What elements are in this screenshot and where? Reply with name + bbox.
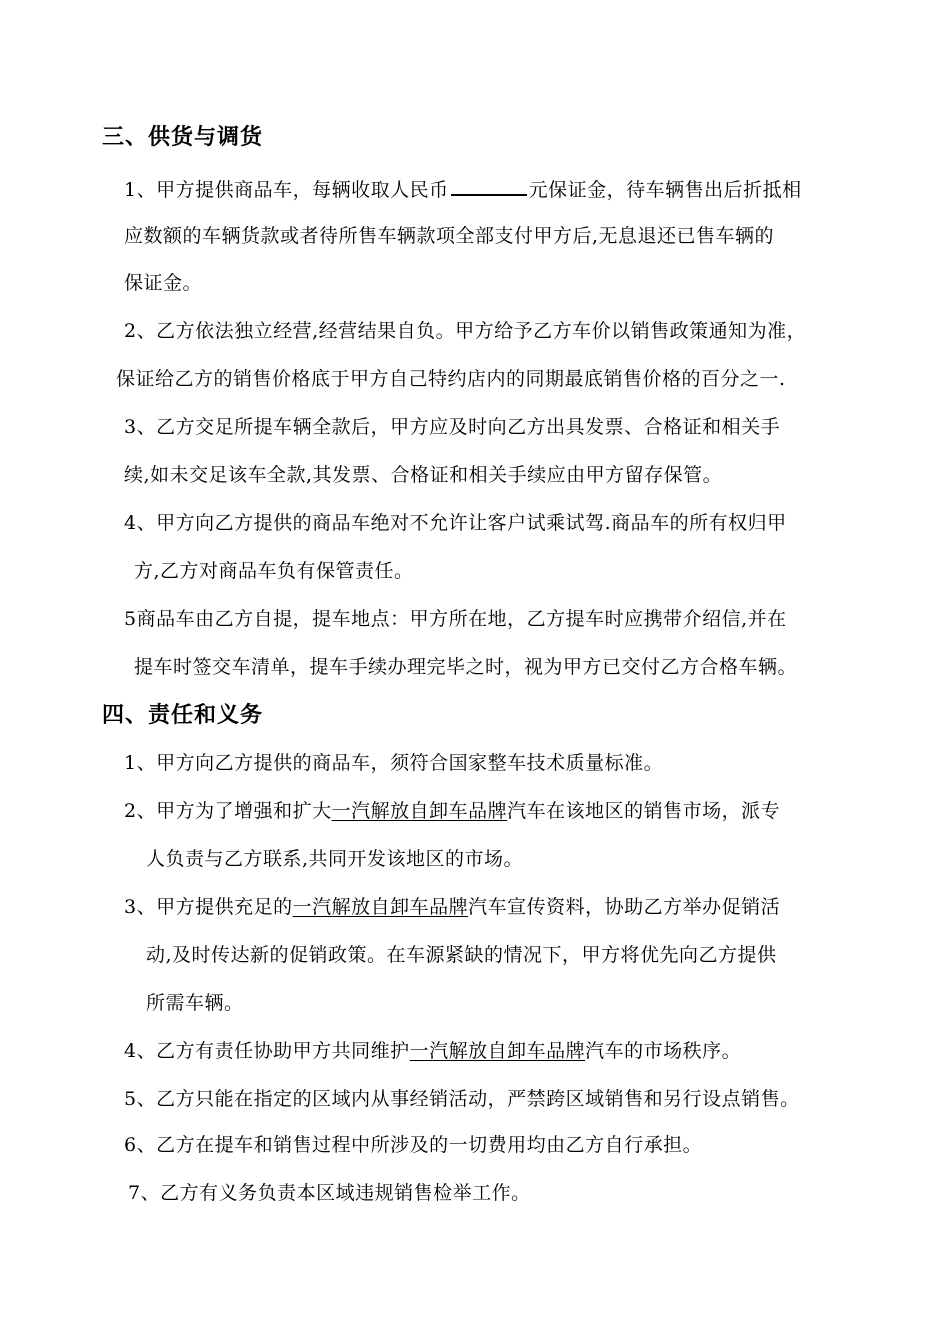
clause-4-4 (124, 1036, 741, 1063)
clause-3-4-line-2: 方,乙方对商品车负有保管责任。 (134, 560, 414, 582)
clause-4-2-line-1 (124, 796, 780, 823)
clause-3-2-line-1: 2、乙方依法独立经营,经营结果自负。甲方给予乙方车价以销售政策通知为准， (124, 320, 807, 342)
clause-3-1-line-3: 保证金。 (124, 272, 203, 294)
clause-3-1-line-2: 应数额的车辆货款或者待所售车辆款项全部支付甲方后,无息退还已售车辆的 (124, 225, 775, 247)
clause-4-5: 5、乙方只能在指定的区域内从事经销活动，严禁跨区域销售和另行设点销售。 (124, 1088, 800, 1110)
clause-text: 汽车的市场秩序。 (585, 1040, 742, 1062)
brand-name: 一汽解放自卸车品牌 (409, 1040, 586, 1062)
clause-text: 元保证金，待车辆售出后折抵相 (528, 179, 802, 201)
clause-4-3-line-3: 所需车辆。 (146, 992, 244, 1014)
clause-text: 汽车宣传资料，协助乙方举办促销活 (468, 896, 781, 918)
clause-text: 3、甲方提供充足的 (124, 896, 293, 918)
section-heading-supply: 三、供货与调货 (102, 125, 264, 150)
clause-4-7: 7、乙方有义务负责本区域违规销售检举工作。 (128, 1182, 531, 1204)
clause-3-4-line-1: 4、甲方向乙方提供的商品车绝对不允许让客户试乘试驾.商品车的所有权归甲 (124, 512, 787, 534)
clause-4-3-line-1 (124, 892, 780, 919)
clause-text: 汽车在该地区的销售市场，派专 (507, 800, 781, 822)
brand-name: 一汽解放自卸车品牌 (331, 800, 508, 822)
clause-3-3-line-1: 3、乙方交足所提车辆全款后，甲方应及时向乙方出具发票、合格证和相关手 (124, 416, 781, 438)
clause-3-3-line-2: 续,如未交足该车全款,其发票、合格证和相关手续应由甲方留存保管。 (124, 464, 723, 486)
clause-3-1-line-1 (124, 175, 802, 202)
clause-text: 4、乙方有责任协助甲方共同维护 (124, 1040, 410, 1062)
clause-3-5-line-1: 5商品车由乙方自提，提车地点：甲方所在地，乙方提车时应携带介绍信,并在 (124, 608, 787, 630)
clause-3-2-line-2: 保证给乙方的销售价格底于甲方自己特约店内的同期最底销售价格的百分之一. (116, 368, 786, 390)
clause-4-3-line-2: 动,及时传达新的促销政策。在车源紧缺的情况下，甲方将优先向乙方提供 (146, 944, 777, 966)
clause-3-5-line-2: 提车时签交车清单，提车手续办理完毕之时，视为甲方已交付乙方合格车辆。 (134, 656, 798, 678)
clause-4-1: 1、甲方向乙方提供的商品车，须符合国家整车技术质量标准。 (124, 752, 664, 774)
clause-4-6: 6、乙方在提车和销售过程中所涉及的一切费用均由乙方自行承担。 (124, 1134, 703, 1156)
brand-name: 一汽解放自卸车品牌 (292, 896, 469, 918)
clause-text: 2、甲方为了增强和扩大 (124, 800, 332, 822)
clause-text: 1、甲方提供商品车，每辆收取人民币 (124, 179, 449, 201)
section-heading-responsibilities: 四、责任和义务 (102, 703, 264, 728)
clause-4-2-line-2: 人负责与乙方联系,共同开发该地区的市场。 (146, 848, 524, 870)
deposit-amount-blank (451, 176, 527, 196)
